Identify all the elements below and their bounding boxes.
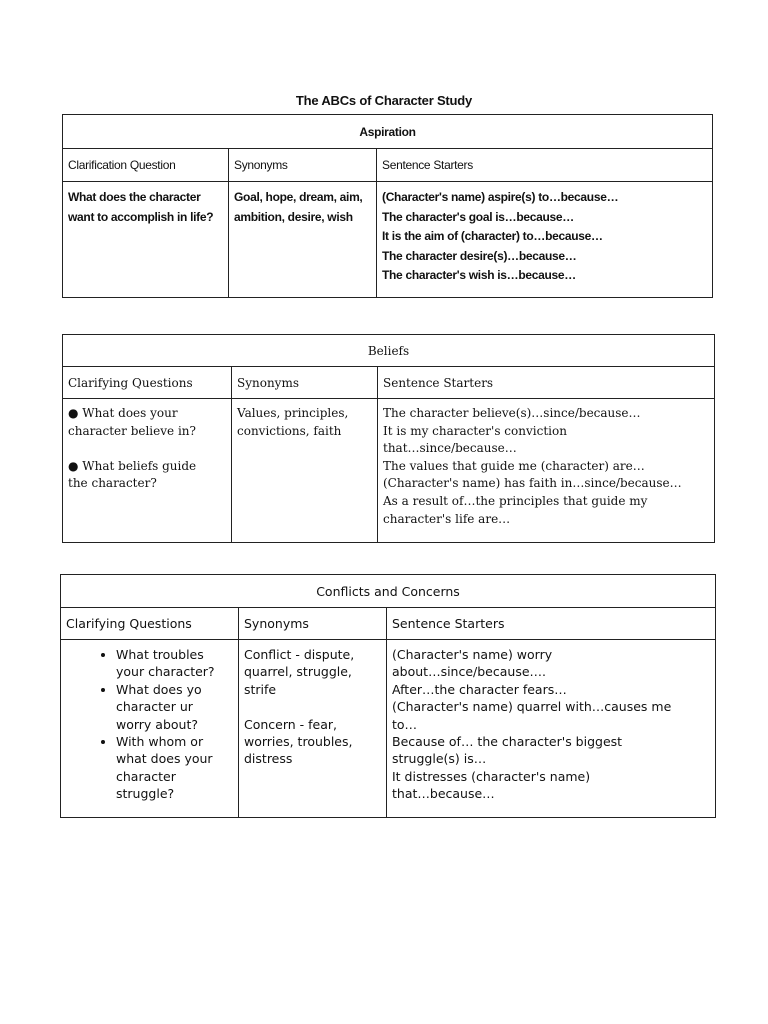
conflicts-synonyms-header: Synonyms [239,608,387,640]
beliefs-synonyms-cell [232,399,378,543]
aspiration-starter-line: The character's wish is…because… [382,268,577,283]
conflicts-synonym-line: Conflict - dispute, [244,647,355,662]
conflicts-starters-cell [387,640,716,818]
conflicts-synonyms-cell [239,640,387,818]
conflicts-question-line: what does your [116,751,213,767]
document-title: The ABCs of Character Study [295,93,473,108]
beliefs-synonym-line: Values, principles, [237,406,349,420]
aspiration-synonym-line: ambition, desire, wish [234,209,353,224]
beliefs-starter-line: that…since/because… [383,441,517,456]
beliefs-synonym-line: convictions, faith [237,423,342,438]
beliefs-question-line: character believe in? [68,423,196,438]
conflicts-starter-line: that…because… [392,786,495,802]
conflicts-synonym-line: quarrel, struggle, [244,664,352,680]
conflicts-question-line: • What troubles [116,647,204,662]
conflicts-starter-line: Because of… the character's biggest [392,734,623,750]
aspiration-synonyms-cell [229,182,377,298]
conflicts-question-line: worry about? [116,716,199,732]
aspiration-table [62,114,713,298]
aspiration-starter-line: The character's goal is…because… [382,209,575,224]
beliefs-starter-line: (Character's name) has faith in…since/because… [383,476,682,491]
conflicts-question-line: character [116,768,176,784]
aspiration-question-line: want to accomplish in life? [68,209,214,224]
conflicts-heading: Conflicts and Concerns [61,575,716,608]
conflicts-question-header: Clarifying Questions [61,608,239,640]
beliefs-question-line: the character? [68,476,157,491]
conflicts-question-line: • What does yo [116,681,202,697]
conflicts-question-line: character ur [116,699,193,715]
beliefs-question-line: ● What does your [68,406,178,420]
conflicts-starter-line: (Character's name) quarrel with…causes me [392,699,672,715]
beliefs-starters-header: Sentence Starters [378,367,715,399]
aspiration-starter-line: The character desire(s)…because… [382,248,577,263]
list-item [116,733,233,803]
beliefs-table [62,334,715,543]
conflicts-starter-line: about…since/because…. [392,664,547,680]
conflicts-question-line: • With whom or [116,734,204,750]
conflicts-starter-line: It distresses (character's name) [392,768,591,784]
beliefs-question-header: Clarifying Questions [63,367,232,399]
conflicts-question-line: your character? [116,664,215,680]
aspiration-question-header: Clarification Question [63,149,229,182]
aspiration-starters-cell [377,182,713,298]
beliefs-heading: Beliefs [63,335,715,367]
list-item [116,646,233,681]
conflicts-synonym-line: strife [244,681,277,697]
concerns-synonym-line: Concern - fear, [244,716,338,732]
beliefs-starter-line: The character believe(s)…since/because… [383,406,641,420]
conflicts-question-cell [61,640,239,818]
conflicts-starters-header: Sentence Starters [387,608,716,640]
beliefs-synonyms-header: Synonyms [232,367,378,399]
list-item [116,681,233,733]
concerns-synonym-line: distress [244,751,293,767]
conflicts-question-line: struggle? [116,786,175,802]
beliefs-starters-cell [378,399,715,543]
aspiration-question-line: What does the character [68,190,201,204]
concerns-synonym-line: worries, troubles, [244,734,353,750]
conflicts-question-list [66,646,233,803]
conflicts-starter-line: to… [392,716,418,732]
beliefs-question-line: ● What beliefs guide [68,458,197,473]
beliefs-starter-line: It is my character's conviction [383,423,567,438]
beliefs-starter-line: The values that guide me (character) are… [383,458,645,473]
conflicts-table [60,574,716,818]
aspiration-starter-line: (Character's name) aspire(s) to…because… [382,190,619,204]
conflicts-starter-line: struggle(s) is… [392,751,487,767]
aspiration-starter-line: It is the aim of (character) to…because… [382,229,603,244]
beliefs-starter-line: character's life are… [383,511,511,526]
aspiration-synonyms-header: Synonyms [229,149,377,182]
aspiration-question-cell [63,182,229,298]
aspiration-heading: Aspiration [63,115,713,149]
conflicts-starter-line: (Character's name) worry [392,647,553,662]
beliefs-question-cell [63,399,232,543]
aspiration-starters-header: Sentence Starters [377,149,713,182]
aspiration-synonym-line: Goal, hope, dream, aim, [234,190,363,204]
beliefs-starter-line: As a result of…the principles that guide my [383,493,648,508]
conflicts-starter-line: After…the character fears… [392,681,567,697]
